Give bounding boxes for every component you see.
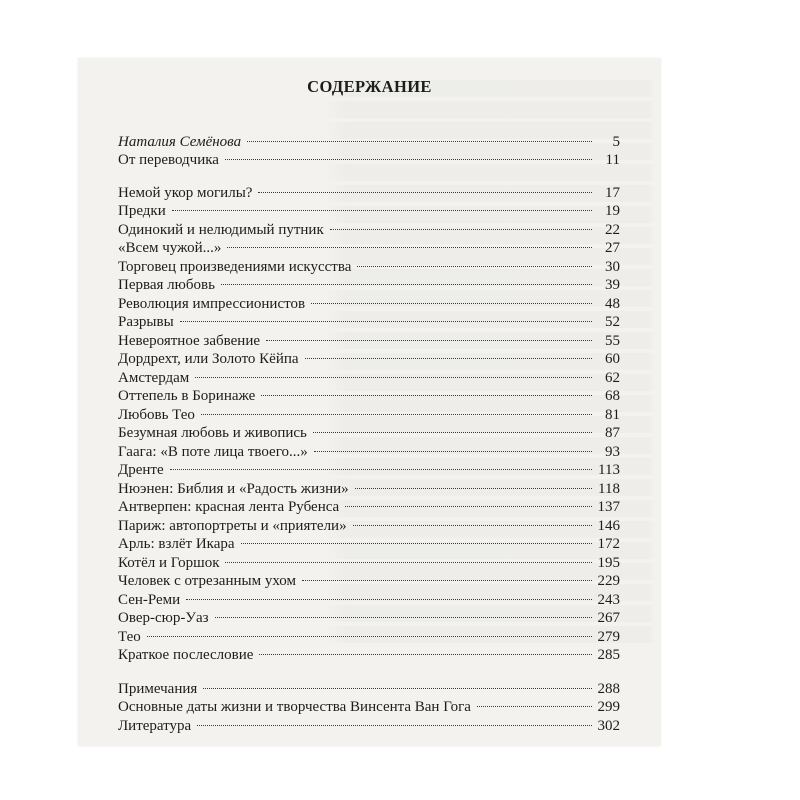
- dot-leader: [311, 303, 592, 304]
- toc-entry-page-number: 279: [597, 629, 620, 645]
- dot-leader: [172, 210, 592, 211]
- toc-entry: [118, 590, 620, 610]
- dot-leader: [147, 636, 592, 637]
- toc-entry: [118, 294, 620, 314]
- toc-entry-page-number: 118: [598, 481, 620, 497]
- toc-entry: [118, 331, 620, 351]
- toc-entry-title: Литература: [118, 718, 192, 734]
- toc-entry: [118, 497, 620, 517]
- toc-entry-title: Овер-сюр-Уаз: [118, 610, 209, 626]
- toc-entry-title: Безумная любовь и живопись: [118, 425, 307, 441]
- toc-entry: [118, 238, 620, 258]
- toc-entry-page-number: 243: [597, 592, 620, 608]
- toc-entry-title: Тео: [118, 629, 141, 645]
- toc-entry: [118, 183, 620, 203]
- toc-entry: [118, 132, 620, 152]
- toc-entry-page-number: 55: [605, 333, 620, 349]
- toc-entry-page-number: 27: [605, 240, 620, 256]
- toc-entry-page-number: 60: [605, 351, 620, 367]
- toc-entry: [118, 368, 620, 388]
- toc-entry-title: Немой укор могилы?: [118, 185, 253, 201]
- toc-entry: [118, 442, 620, 462]
- toc-entry-page-number: 299: [597, 699, 620, 715]
- toc-entry-page-number: 48: [605, 296, 620, 312]
- dot-leader: [225, 159, 592, 160]
- toc-entry-page-number: 229: [597, 573, 620, 589]
- toc-entry-title: Основные даты жизни и творчества Винсента Ван Гога: [118, 699, 471, 715]
- toc-entry: [118, 460, 620, 480]
- toc-entry-page-number: 62: [605, 370, 620, 386]
- toc-entry: [118, 571, 620, 591]
- toc-entry: [118, 312, 620, 332]
- toc-entry-title: Разрывы: [118, 314, 174, 330]
- toc-entry-title: Краткое послесловие: [118, 647, 254, 663]
- toc-entry-page-number: 146: [597, 518, 620, 534]
- toc-entry-title: Амстердам: [118, 370, 190, 386]
- toc-entry-title: Нюэнен: Библия и «Радость жизни»: [118, 481, 349, 497]
- toc-entry-title: Гаага: «В поте лица твоего...»: [118, 444, 308, 460]
- toc-entry-page-number: 39: [605, 277, 620, 293]
- toc-entry-title: Париж: автопортреты и «приятели»: [118, 518, 347, 534]
- toc-entry-title: Сен-Реми: [118, 592, 181, 608]
- dot-leader: [195, 377, 592, 378]
- toc-entry-title: Котёл и Горшок: [118, 555, 220, 571]
- toc-entry: [118, 479, 620, 499]
- toc-entry: [118, 349, 620, 369]
- toc-entry: [118, 697, 620, 717]
- dot-leader: [313, 432, 592, 433]
- toc-entry-title: Примечания: [118, 681, 198, 697]
- toc-entry-page-number: 5: [612, 134, 620, 150]
- toc-entry: [118, 201, 620, 221]
- dot-leader: [355, 488, 592, 489]
- toc-entry: [118, 423, 620, 443]
- book-page: [78, 58, 661, 746]
- dot-leader: [266, 340, 592, 341]
- toc-entry-title: Любовь Тео: [118, 407, 195, 423]
- toc-entry-title: Торговец произведениями искусства: [118, 259, 352, 275]
- toc-entry: [118, 627, 620, 647]
- toc-entry-page-number: 68: [605, 388, 620, 404]
- toc-entry-page-number: 87: [605, 425, 620, 441]
- dot-leader: [477, 706, 592, 707]
- dot-leader: [215, 617, 592, 618]
- dot-leader: [227, 247, 592, 248]
- toc-entry-title: Предки: [118, 203, 166, 219]
- toc-entry-page-number: 267: [597, 610, 620, 626]
- toc-entry-title: Революция импрессионистов: [118, 296, 306, 312]
- toc-entry: [118, 150, 620, 170]
- toc-entry-page-number: 195: [597, 555, 620, 571]
- dot-leader: [305, 358, 592, 359]
- toc-entry-page-number: 30: [605, 259, 620, 275]
- toc-entry: [118, 608, 620, 628]
- toc-entry-title: Оттепель в Боринаже: [118, 388, 256, 404]
- dot-leader: [197, 725, 592, 726]
- toc-entry-page-number: 288: [597, 681, 620, 697]
- dot-leader: [186, 599, 592, 600]
- dot-leader: [241, 543, 592, 544]
- dot-leader: [357, 266, 592, 267]
- toc-entry: [118, 516, 620, 536]
- toc-entry-page-number: 302: [597, 718, 620, 734]
- dot-leader: [221, 284, 592, 285]
- page-title: СОДЕРЖАНИЕ: [307, 77, 432, 96]
- toc-entry-page-number: 11: [605, 152, 620, 168]
- toc-entry: [118, 220, 620, 240]
- toc-entry-page-number: 22: [605, 222, 620, 238]
- toc-entry-page-number: 52: [605, 314, 620, 330]
- toc-entry-title: Человек с отрезанным ухом: [118, 573, 296, 589]
- toc-entry-title: Наталия Семёнова: [118, 134, 242, 150]
- dot-leader: [201, 414, 592, 415]
- dot-leader: [330, 229, 592, 230]
- toc-entry-page-number: 285: [597, 647, 620, 663]
- toc-entry: [118, 645, 620, 665]
- toc-entry-page-number: 17: [605, 185, 620, 201]
- dot-leader: [353, 525, 592, 526]
- toc-entry-title: Арль: взлёт Икара: [118, 536, 235, 552]
- dot-leader: [247, 141, 592, 142]
- toc-entry-title: Невероятное забвение: [118, 333, 261, 349]
- toc-entry-title: Дордрехт, или Золото Кёйпа: [118, 351, 299, 367]
- toc-entry: [118, 275, 620, 295]
- toc-entry: [118, 553, 620, 573]
- toc-entry-page-number: 137: [597, 499, 620, 515]
- toc-entry-title: «Всем чужой...»: [118, 240, 222, 256]
- dot-leader: [170, 469, 592, 470]
- toc-entry-title: Дренте: [118, 462, 164, 478]
- toc-entry-page-number: 113: [598, 462, 620, 478]
- toc-entry-page-number: 81: [605, 407, 620, 423]
- toc-entry-page-number: 172: [597, 536, 620, 552]
- toc-entry: [118, 257, 620, 277]
- dot-leader: [203, 688, 592, 689]
- toc-entry-title: Антверпен: красная лента Рубенса: [118, 499, 340, 515]
- dot-leader: [258, 192, 592, 193]
- toc-entry: [118, 679, 620, 699]
- dot-leader: [345, 506, 592, 507]
- dot-leader: [259, 654, 592, 655]
- toc-entry-page-number: 93: [605, 444, 620, 460]
- dot-leader: [180, 321, 592, 322]
- toc-entry: [118, 405, 620, 425]
- toc-entry-title: Первая любовь: [118, 277, 215, 293]
- toc-entry-title: От переводчика: [118, 152, 219, 168]
- toc-entry: [118, 386, 620, 406]
- toc-entry-title: Одинокий и нелюдимый путник: [118, 222, 324, 238]
- toc-entry-page-number: 19: [605, 203, 620, 219]
- dot-leader: [261, 395, 592, 396]
- toc-entry: [118, 716, 620, 736]
- dot-leader: [225, 562, 592, 563]
- dot-leader: [302, 580, 592, 581]
- dot-leader: [314, 451, 592, 452]
- toc-entry: [118, 534, 620, 554]
